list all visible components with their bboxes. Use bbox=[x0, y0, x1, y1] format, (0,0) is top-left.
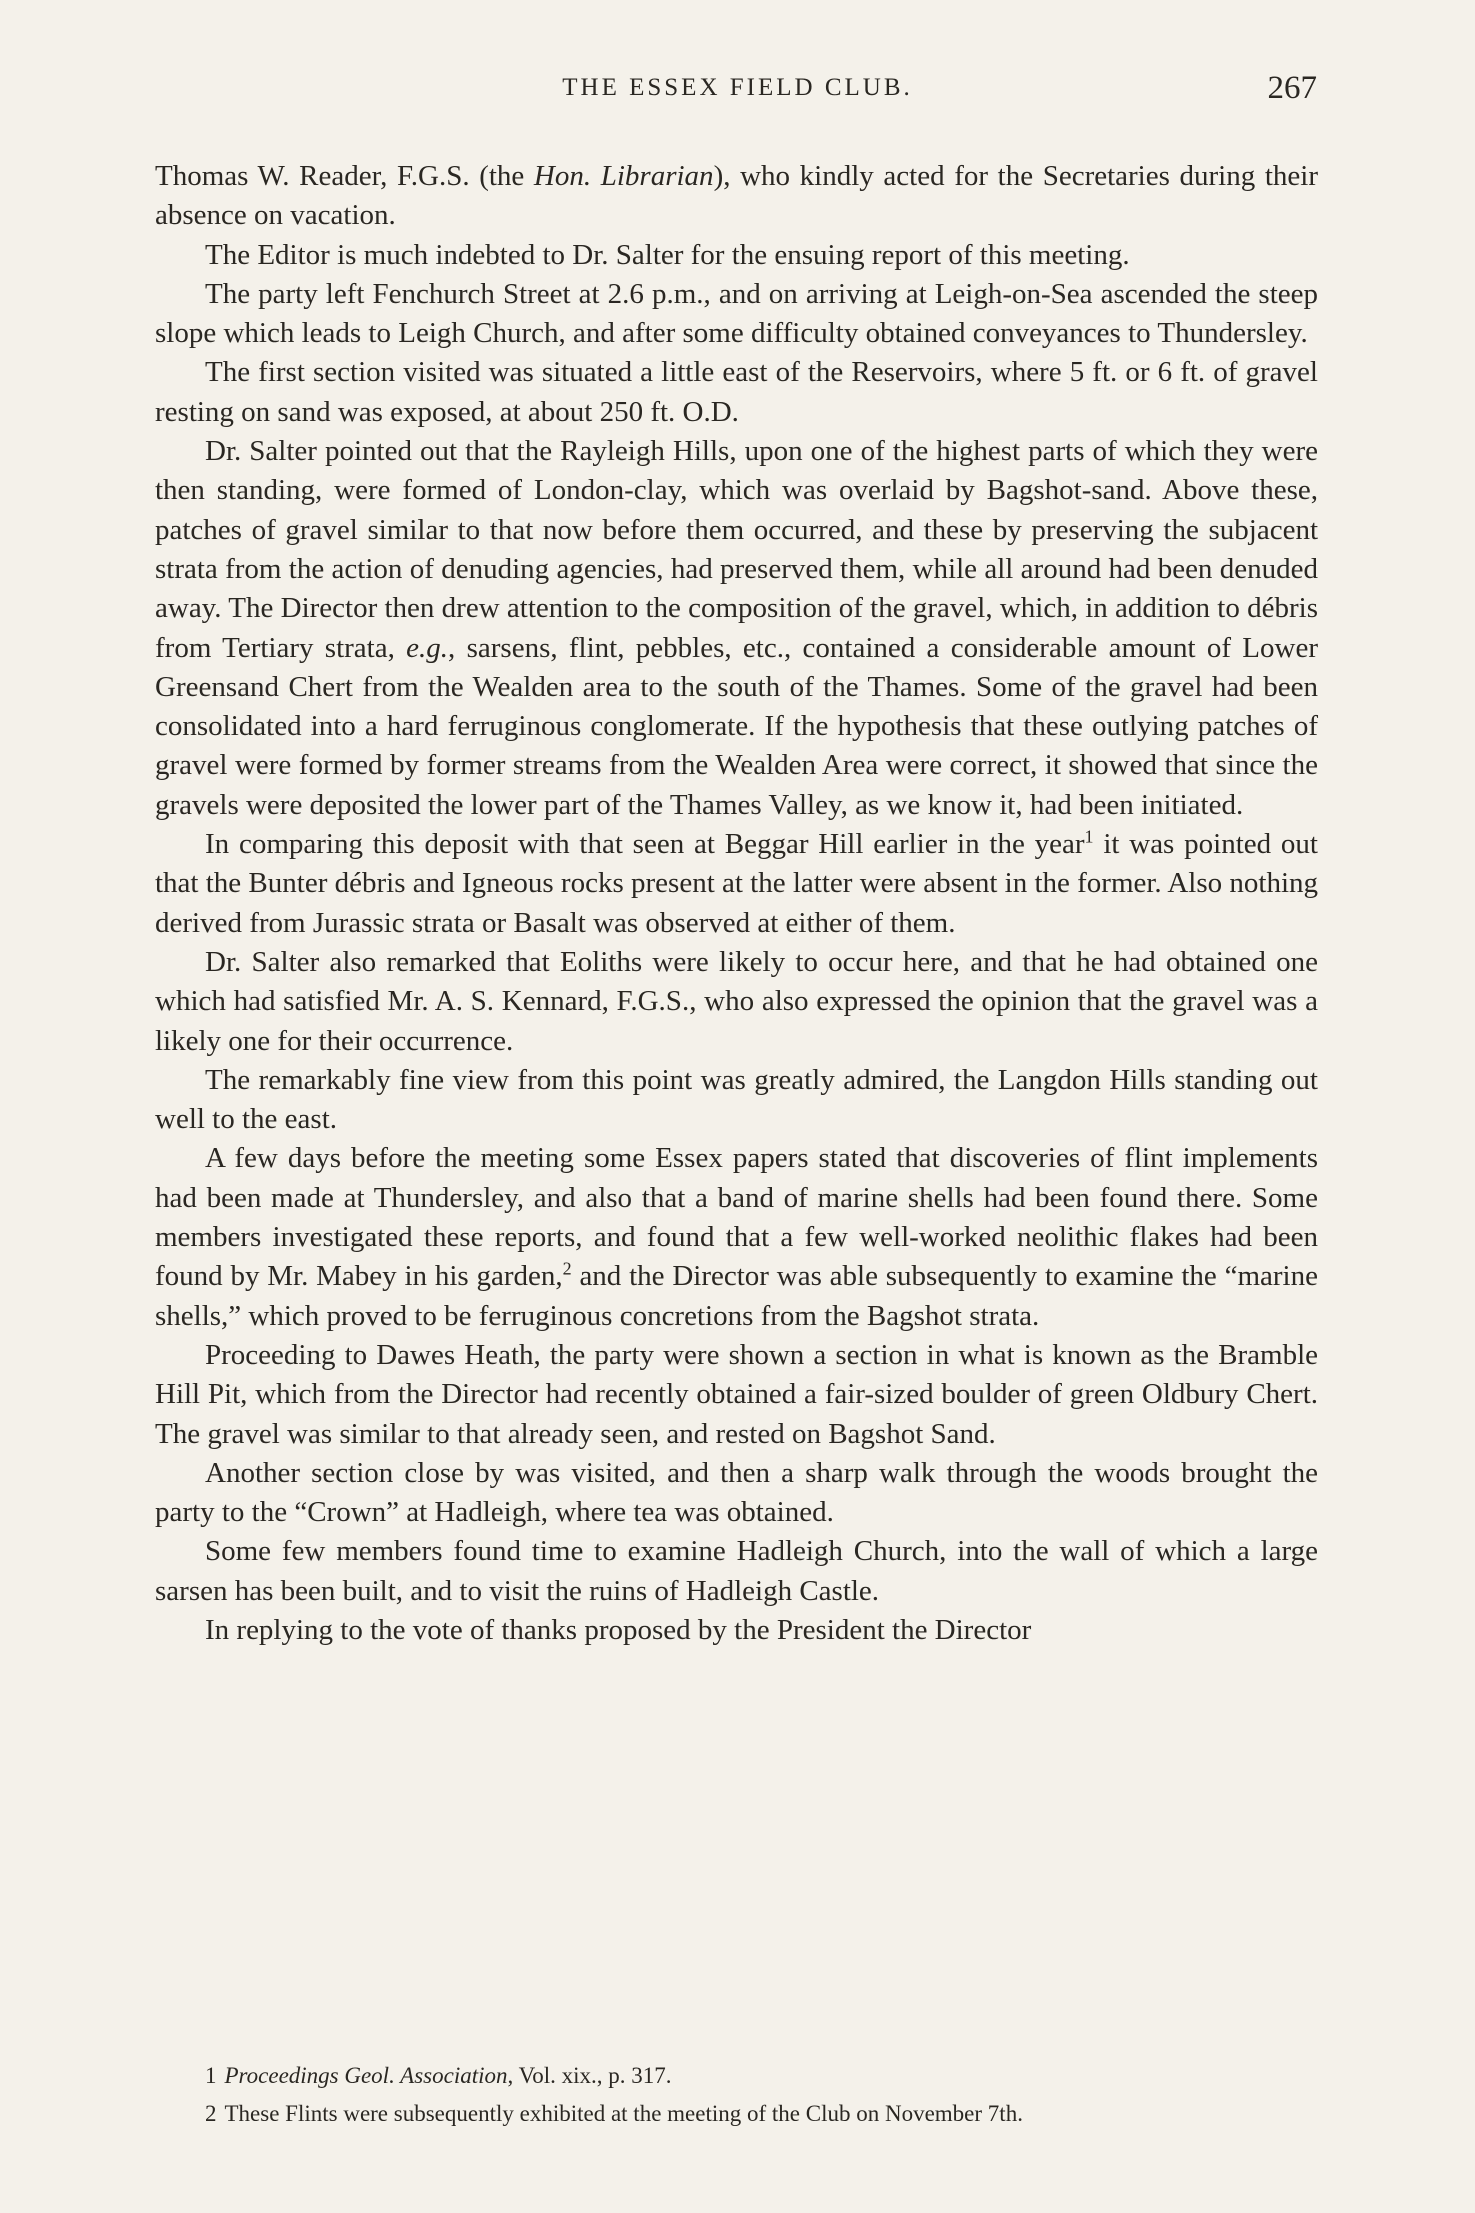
text-run: In comparing this deposit with that seen at Beggar Hill earlier in the year bbox=[205, 828, 1085, 861]
footnotes bbox=[205, 2057, 1335, 2133]
text-run: The remarkably fine view from this point was greatly admired, the Langdon Hills standing out well to the east. bbox=[155, 1063, 1318, 1136]
footnote-ref: 2 bbox=[562, 1258, 572, 1279]
paragraph bbox=[155, 1336, 1318, 1454]
footnote-marker: 1 bbox=[205, 2063, 217, 2088]
text-run: The first section visited was situated a little east of the Reservoirs, where 5 ft. or 6 ft. of gravel resting on sand was exposed, at about 250 ft. O.D. bbox=[155, 356, 1318, 428]
text-run: Dr. Salter also remarked that Eoliths were likely to occur here, and that he had obtained one which had satisfied Mr. A. S. Kennard, F.G.S., who also expressed the opinion that the gravel was a likely one for their occurrence. bbox=[155, 945, 1318, 1057]
text-run: Proceeding to Dawes Heath, the party were shown a section in what is known as the Bramble Hill Pit, which from the Director had recently obtained a fair-sized boulder of green Oldbury Chert. The gravel was similar to that already seen, and rested on Bagshot Sand. bbox=[155, 1338, 1318, 1450]
running-title: THE ESSEX FIELD CLUB. bbox=[562, 74, 913, 101]
footnote bbox=[205, 2057, 1335, 2095]
text-run: and the Director was able subsequently to examine the “marine shells,” which proved to be ferruginous concretions from the Bagshot strata. bbox=[155, 1260, 1318, 1332]
text-run: The party left Fenchurch Street at 2.6 p.m., and on arriving at Leigh-on-Sea ascended the steep slope which leads to Leigh Church, and after some difficulty obtained conveyances to Thundersley. bbox=[155, 277, 1318, 350]
paragraph bbox=[155, 1139, 1318, 1335]
paragraph bbox=[155, 1611, 1318, 1650]
running-head bbox=[150, 70, 1325, 110]
text-run: , sarsens, flint, pebbles, etc., contained a considerable amount of Lower Greensand Chert from the Wealden area to the south of the Thames. Some of the gravel had been consolidated into a hard ferruginous conglomerate. If the hypothesis that these outlying patches of gravel were formed by former streams from the Wealden Area were correct, it showed that since the gravels were deposited the lower part of the Thames Valley, as we know it, had been initiated. bbox=[155, 631, 1318, 821]
italic-text: Hon. Librarian bbox=[533, 160, 714, 192]
footnote bbox=[205, 2095, 1335, 2133]
paragraph bbox=[155, 236, 1318, 275]
footnote-marker: 2 bbox=[205, 2101, 217, 2126]
paragraph bbox=[155, 275, 1318, 354]
page-number: 267 bbox=[1267, 70, 1317, 106]
text-run: The Editor is much indebted to Dr. Salter for the ensuing report of this meeting. bbox=[205, 238, 1130, 271]
text-run: , Vol. xix., p. 317. bbox=[507, 2063, 672, 2088]
text-run: These Flints were subsequently exhibited at the meeting of the Club on November 7th. bbox=[224, 2101, 1023, 2126]
italic-text: Proceedings Geol. Association bbox=[224, 2063, 508, 2088]
paragraph bbox=[155, 943, 1318, 1061]
paragraph bbox=[155, 432, 1318, 825]
paragraph bbox=[155, 1454, 1318, 1533]
footnote-ref: 1 bbox=[1084, 826, 1094, 847]
body-text bbox=[155, 157, 1318, 1650]
text-run: Thomas W. Reader, F.G.S. (the bbox=[155, 160, 534, 192]
text-run: it was pointed out that the Bunter débris and Igneous rocks present at the latter were absent in the former. Also nothing derived from Jurassic strata or Basalt was observed at either of them. bbox=[155, 828, 1318, 939]
paragraph bbox=[155, 157, 1318, 236]
italic-text: e.g. bbox=[406, 631, 449, 664]
paragraph bbox=[155, 353, 1318, 432]
text-run: Dr. Salter pointed out that the Rayleigh Hills, upon one of the highest parts of which they were then standing, were formed of London-clay, which was overlaid by Bagshot-sand. Above these, patches of gravel similar to that now before them occurred, and these by preserving the subjacent strata from the action of denuding agencies, had preserved them, while all around had been denuded away. The Director then drew attention to the composition of the gravel, which, in addition to débris from Tertiary strata, bbox=[155, 435, 1318, 664]
text-run: ), who kindly acted for the Secretaries during their absence on vacation. bbox=[155, 160, 1319, 232]
paragraph bbox=[155, 825, 1318, 943]
text-run: Another section close by was visited, and then a sharp walk through the woods brought the party to the “Crown” at Hadleigh, where tea was obtained. bbox=[155, 1456, 1318, 1529]
paragraph bbox=[155, 1532, 1318, 1611]
text-run: A few days before the meeting some Essex papers stated that discoveries of flint implements had been made at Thundersley, and also that a band of marine shells had been found there. Some members investigated these reports, and found that a few well-worked neolithic flakes had been found by Mr. Mabey in his garden, bbox=[155, 1142, 1318, 1293]
text-run: Some few members found time to examine Hadleigh Church, into the wall of which a large sarsen has been built, and to visit the ruins of Hadleigh Castle. bbox=[155, 1535, 1318, 1607]
text-run: In replying to the vote of thanks proposed by the President the Director bbox=[205, 1613, 1032, 1646]
paragraph bbox=[155, 1061, 1318, 1140]
